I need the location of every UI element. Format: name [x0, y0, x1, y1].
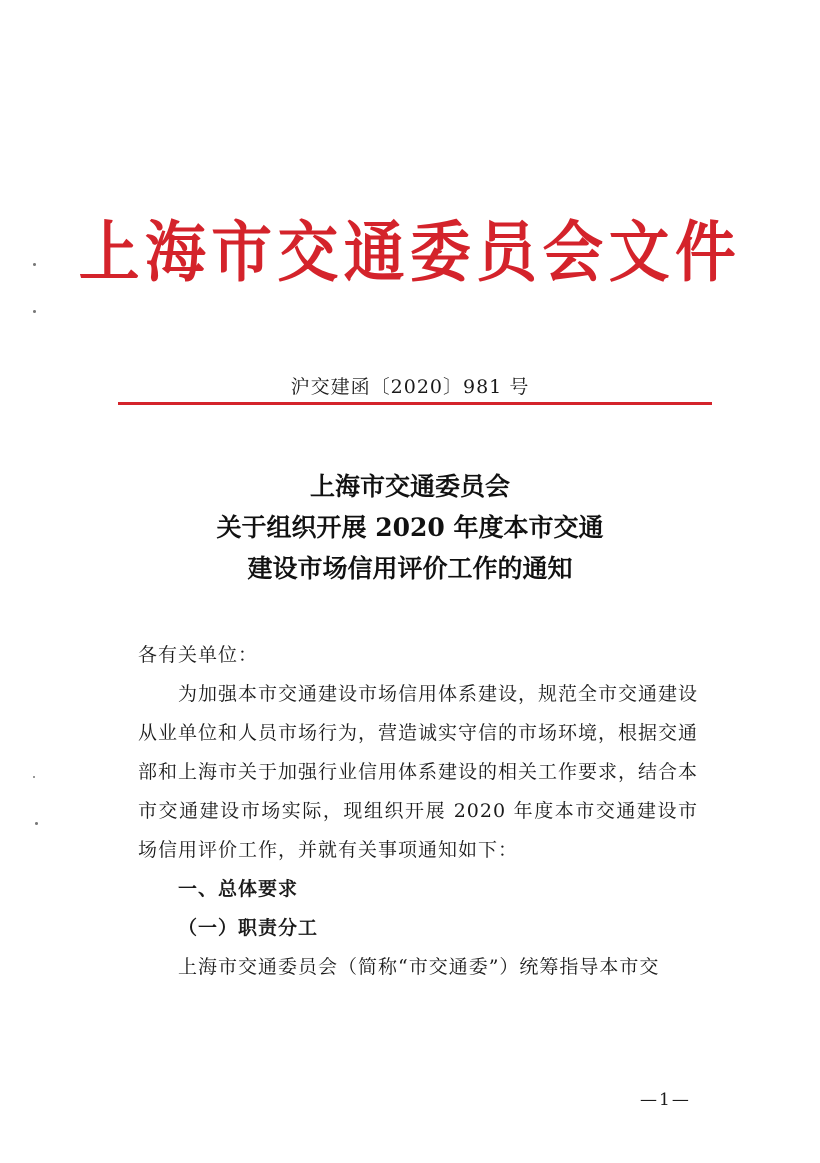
title-line-3: 建设市场信用评价工作的通知 — [247, 554, 573, 583]
salutation: 各有关单位： — [138, 644, 259, 666]
subsection-heading: （一）职责分工 — [178, 917, 319, 939]
body-paragraph: 上海市交通委员会（简称“市交通委”）统筹指导本市交 — [178, 956, 660, 978]
document-number: 沪交建函〔2020〕981 号 — [290, 376, 530, 398]
title-line-2: 关于组织开展 2020 年度本市交通 — [216, 513, 604, 542]
document-body — [138, 636, 698, 987]
scan-speck — [33, 310, 36, 313]
scan-speck — [33, 776, 35, 778]
section-heading: 一、总体要求 — [178, 878, 299, 900]
scan-speck — [35, 822, 38, 825]
red-divider-line — [118, 402, 712, 405]
intro-paragraph: 为加强本市交通建设市场信用体系建设，规范全市交通建设从业单位和人员市场行为，营造诚实守信的市场环境，根据交通部和上海市关于加强行业信用体系建设的相关工作要求，结合本市交通建设市场实际，现组织开展 2020 年度本市交通建设市场信用评价工作，并就有关事项通知如下： — [138, 683, 699, 861]
document-title — [0, 466, 820, 589]
title-line-1: 上海市交通委员会 — [309, 472, 510, 501]
issuer-header: 上海市交通委员会文件 — [78, 213, 742, 291]
page-number: —1— — [640, 1090, 691, 1110]
